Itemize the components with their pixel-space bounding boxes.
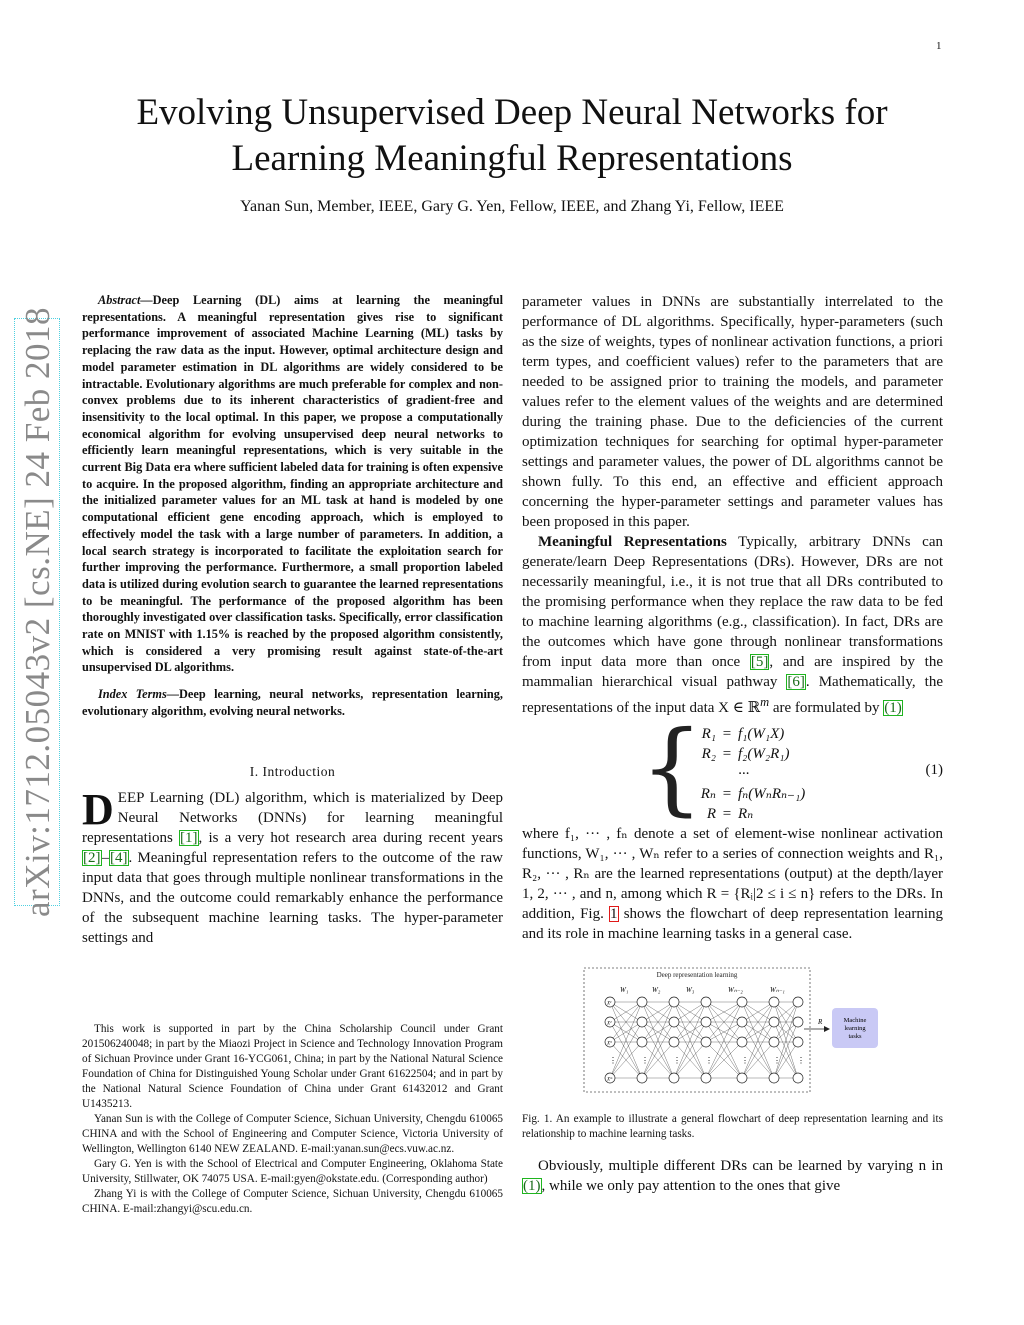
right-paragraph-3	[522, 824, 943, 944]
footnotes	[82, 1022, 503, 1217]
intro-text-c: . Meaningful representation refers to the outcome of the raw input data that goes through multiple nonlinear transformations in the DNNs, and the outcome could remarkably enhance the performance of the subsequent machine learning tasks. The hyper-parameter settings and	[82, 849, 503, 946]
p4-text-a: Obviously, multiple different DRs can be learned by varying n in	[538, 1158, 943, 1174]
dropcap: D	[82, 784, 114, 834]
ellipsis-icon: ⋮	[705, 1056, 713, 1065]
right-column	[522, 292, 943, 1196]
equation-row	[664, 764, 848, 784]
ellipsis-icon: ⋮	[609, 1056, 617, 1065]
equation-row	[664, 784, 848, 804]
input-label: X¹	[607, 1001, 612, 1007]
index-terms-text: Deep learning, neural networks, representation learning, evolutionary algorithm, evolving neural networks.	[82, 687, 503, 718]
network-node	[769, 997, 779, 1007]
input-label: Xᵐ	[607, 1077, 613, 1083]
abstract	[82, 292, 503, 676]
ellipsis-icon: ⋮	[741, 1056, 749, 1065]
network-node	[637, 1037, 647, 1047]
eq-op	[716, 764, 738, 784]
figure-1	[522, 966, 943, 1104]
paper-title	[60, 90, 964, 182]
ellipsis-icon: ⋮	[797, 1056, 805, 1065]
task-label: Machine	[843, 1017, 867, 1024]
eq-op: =	[722, 786, 732, 802]
network-node	[637, 1017, 647, 1027]
arxiv-stamp-text: arXiv:1712.05043v2 [cs.NE] 24 Feb 2018	[18, 306, 58, 918]
network-node	[737, 1037, 747, 1047]
eq-rhs: f₂(W₂R₁)	[738, 746, 790, 762]
ellipsis-icon: ⋮	[673, 1056, 681, 1065]
equation-brace: {	[640, 709, 704, 826]
p3-text-a: where f₁, ··· , fₙ denote a set of element-wise nonlinear activation functions, W₁, ··· , Wₙ refer to a series of connection weights and R₁, R₂, ··· , Rₙ are the learned representations (output) at the depth/layer 1, 2, ··· , and n, among which R = {Rᵢ|2 ≤ i ≤ n} refers to the DRs. In addition, Fig.	[522, 826, 943, 922]
footnote-author-3: Zhang Yi is with the College of Computer Science, Sichuan University, Chengdu 610065 CHINA. E-mail:zhangyi@scu.edu.cn.	[82, 1188, 503, 1215]
layer-labels	[620, 986, 785, 994]
eq-op: =	[722, 746, 732, 762]
equation-row	[664, 724, 848, 744]
equation-row	[664, 804, 848, 824]
figure-link[interactable]: 1	[610, 906, 618, 922]
intro-text-a: EEP Learning (DL) algorithm, which is materialized by Deep Neural Networks (DNNs) for learning meaningful representations	[82, 789, 503, 846]
network-node	[737, 997, 747, 1007]
network-node	[793, 1017, 803, 1027]
meaningful-representations-paragraph	[522, 532, 943, 718]
task-label: learning	[844, 1025, 866, 1032]
authors: Yanan Sun, Member, IEEE, Gary G. Yen, Fellow, IEEE, and Zhang Yi, Fellow, IEEE	[240, 198, 784, 215]
paragraph-heading: Meaningful Representations	[538, 534, 727, 550]
mr-text-a: Typically, arbitrary DNNs can generate/learn Deep Representations (DRs). However, DRs are not necessarily meaningful, i.e., it is not true that all DRs contributed to the promising performance when they replace the raw data to be fed to machine learning algorithms (e.g., classification). In fact, DRs are the outcomes which have gone through nonlinear transformations from input data more than once	[522, 534, 943, 670]
intro-paragraph	[82, 784, 503, 948]
network-node	[793, 1073, 803, 1083]
eq-lhs: Rₙ	[700, 786, 716, 802]
mr-text-b: , and are inspired by the mammalian hierarchical visual pathway	[522, 654, 943, 690]
network-node	[669, 1017, 679, 1027]
equation-lines	[664, 724, 848, 824]
layer-label: Wₙ₋₂	[728, 986, 743, 994]
mr-text-d: are formulated by	[769, 700, 884, 716]
equation-link[interactable]: (1)	[523, 1178, 541, 1194]
eq-lhs	[664, 764, 716, 784]
eq-rhs: f₁(W₁X)	[738, 726, 785, 742]
arrowhead-icon	[824, 1026, 830, 1032]
network-node	[769, 1037, 779, 1047]
citation-link[interactable]: [5]	[750, 654, 769, 670]
section-heading-introduction: I. Introduction	[249, 763, 336, 779]
citation-link[interactable]: [4]	[110, 849, 128, 866]
right-paragraph-1: parameter values in DNNs are substantially interrelated to the performance of DL algorithms. Specifically, hyper-parameters (such as the size of weights, types of nonlinear activation functions, a priori term types, and coefficient values) refer to the parameters that are needed to be assigned prior to training the models, and parameter values refer to the element values of the weights and are determined during the training phase. Due to the deficiencies of the current optimization techniques for searching for optimal hyper-parameter settings and parameter values, the power of DL algorithms cannot be shown fully. To this end, an effective and efficient approach concerning the hyper-parameter settings and parameter values has been proposed in this paper.	[522, 294, 943, 530]
citation-link[interactable]: [6]	[787, 674, 805, 690]
eq-op: =	[722, 806, 732, 822]
eq-op: =	[722, 726, 732, 742]
equation-number: (1)	[925, 762, 943, 778]
network-node	[701, 1037, 711, 1047]
layer-label: W₂	[652, 986, 661, 994]
index-terms-label: Index Terms—	[98, 687, 180, 702]
layer-label: Wₙ₋₁	[770, 986, 785, 994]
network-node	[769, 1073, 779, 1083]
network-node	[701, 1017, 711, 1027]
eq-lhs: R₂	[701, 746, 716, 762]
ellipsis-icon: ⋮	[641, 1056, 649, 1065]
figure-box-title: Deep representation learning	[656, 971, 738, 979]
figure-1-diagram	[522, 966, 943, 1104]
equation-1	[522, 709, 943, 826]
left-column	[82, 292, 503, 948]
citation-link[interactable]: [2]	[83, 849, 101, 866]
network-node	[637, 997, 647, 1007]
network-node	[669, 1073, 679, 1083]
eq-lhs: R₁	[701, 726, 716, 742]
p4-text-b: , while we only pay attention to the ones that give	[541, 1178, 841, 1194]
p3-text-b: shows the flowchart of deep representation learning and its role in machine learning tasks in a general case.	[522, 906, 943, 942]
page-number: 1	[936, 40, 942, 52]
footnote-funding: This work is supported in part by the China Scholarship Council under Grant 201506240048; in part by the Miaozi Project in Science and Technology Innovation Program of Sichuan Province under Grant 16-YCG061, China; in part by the National Natural Science Foundation of China for Distinguished Young Scholar under Grant 61622504; and in part by the National Natural Science Foundation of China under Grant 61432012 and Grant U1435213.	[82, 1023, 503, 1110]
figure-caption: Fig. 1. An example to illustrate a general flowchart of deep representation learning and its relationship to machine learning tasks.	[522, 1113, 943, 1140]
superscript-m: m	[760, 695, 770, 709]
abstract-text: Deep Learning (DL) aims at learning the meaningful representations. A meaningful representation gives rise to significant performance improvement of associated Machine Learning (ML) tasks by replacing the raw data as the input. However, optimal architecture design and model parameter estimation in DL algorithms are widely considered to be intractable. Evolutionary algorithms are much preferable for complex and non-convex problems due to its inherent characteristics of gradient-free and insensitivity to the local optimal. In this paper, we propose a computationally economical algorithm for evolving unsupervised deep neural networks to efficiently learn meaningful representations, which is very suitable in the current Big Data era where sufficient labeled data for training is often expensive to acquire. In the proposed algorithm, finding an appropriate architecture and the initialized parameter values for an ML task at hand is modeled by one computational efficient gene encoding approach, which is employed to effectively model the task with a large number of parameters. In addition, a local search strategy is incorporated to facilitate the exploitation search for further improving the performance. Furthermore, a small proportion labeled data is utilized during evolution search to guarantee the learned representations to be meaningful. The performance of the proposed algorithm has been thoroughly investigated over classification tasks. Specifically, error classification rate on MNIST with 1.15% is reached by the proposed algorithm consistently, which is considered a very promising result against state-of-the-art unsupervised DL algorithms.	[82, 293, 503, 675]
layer-label: W₃	[686, 986, 695, 994]
title-line-1: Evolving Unsupervised Deep Neural Networks for	[136, 92, 888, 133]
network-node	[701, 1073, 711, 1083]
network-node	[737, 1073, 747, 1083]
network-node	[669, 997, 679, 1007]
right-paragraph-4	[522, 1156, 943, 1196]
arxiv-stamp	[12, 306, 64, 918]
citation-dash: –	[101, 849, 109, 866]
output-label: R	[818, 1018, 823, 1026]
network-node	[737, 1017, 747, 1027]
network-node	[701, 997, 711, 1007]
eq-rhs: ···	[738, 766, 750, 782]
eq-rhs: Rₙ	[738, 806, 754, 822]
network-node	[669, 1037, 679, 1047]
title-line-2: Learning Meaningful Representations	[231, 138, 793, 179]
network-node	[637, 1073, 647, 1083]
mr-text-c: . Mathematically, the representations of the input data X ∈ ℝ	[522, 674, 943, 716]
ellipsis-icon: ⋮	[773, 1056, 781, 1065]
footnote-author-1: Yanan Sun is with the College of Computer Science, Sichuan University, Chengdu 610065 CHINA and with the School of Engineering and Computer Science, Victoria University of Wellington, Wellington 6140 NEW ZEALAND. E-mail:yanan.sun@ecs.vuw.ac.nz.	[82, 1113, 503, 1155]
abstract-label: Abstract—	[98, 293, 153, 307]
input-label: X³	[607, 1041, 612, 1047]
equation-row	[664, 744, 848, 764]
eq-rhs: fₙ(WₙRₙ₋₁)	[738, 786, 806, 802]
citation-link[interactable]: [1]	[180, 829, 198, 846]
network-node	[793, 997, 803, 1007]
equation-link[interactable]: (1)	[884, 700, 902, 716]
task-label: tasks	[848, 1033, 862, 1040]
intro-text-b: , is a very hot research area during recent years	[198, 829, 503, 846]
eq-lhs: R	[706, 806, 716, 822]
input-label: X²	[607, 1021, 612, 1027]
network-node	[793, 1037, 803, 1047]
index-terms	[82, 686, 503, 719]
layer-label: W₁	[620, 986, 629, 994]
footnote-author-2: Gary G. Yen is with the School of Electrical and Computer Engineering, Oklahoma State University, Stillwater, OK 74075 USA. E-mail:gyen@okstate.edu. (Corresponding author)	[82, 1158, 503, 1185]
network-node	[769, 1017, 779, 1027]
